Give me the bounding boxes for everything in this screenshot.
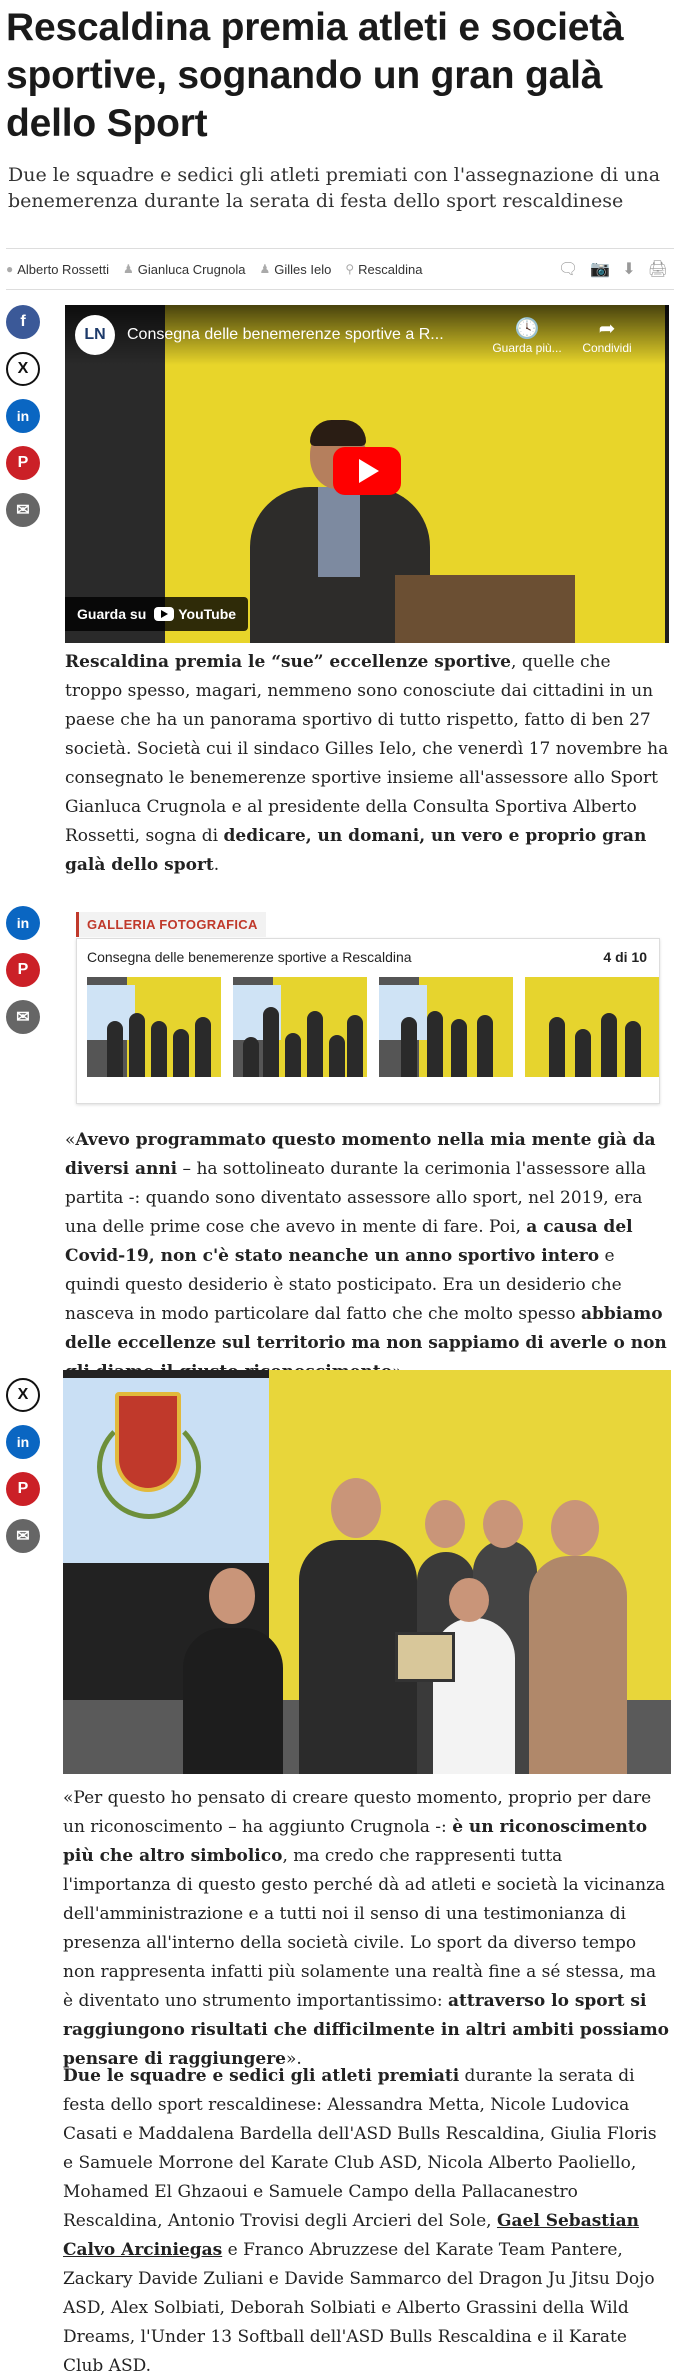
location-pin-icon: ⚲ — [345, 262, 355, 276]
download-icon[interactable]: ⬇ — [622, 261, 636, 278]
share-bar — [6, 1378, 40, 1553]
pinterest-icon[interactable]: P — [6, 446, 40, 480]
article-paragraph: «Per questo ho pensato di creare questo momento, proprio per dare un riconoscimento – ha aggiunto Crugnola -: è un riconoscimento più che altro simbolico, ma credo che rappresenti tutta l'importanza di questo gesto perché dà ad atleti e società la vicinanza dell'amministrazione e a tutti noi il senso di una testimonianza di presenza all'interno della società civile. Lo sport da diverso tempo non rappresenta infatti più solamente una realtà fine a sé stessa, ma è diventato uno strumento importantissimo: attraverso lo sport si raggiungono risultati che difficilmente in altri ambiti possiamo pensare di raggiungere». — [63, 1788, 670, 2069]
tag-meta[interactable] — [123, 262, 245, 277]
linkedin-icon[interactable]: in — [6, 906, 40, 940]
print-icon[interactable]: 🖨 — [647, 261, 668, 278]
tag-icon: ♟ — [123, 262, 134, 276]
award-plaque — [395, 1632, 455, 1682]
person-icon: ● — [6, 262, 14, 276]
camera-icon[interactable]: 📷 — [590, 261, 611, 278]
play-button[interactable] — [333, 447, 401, 495]
gallery-label: GALLERIA FOTOGRAFICA — [76, 912, 266, 937]
video-top-bar — [65, 305, 669, 365]
tag-label: Gilles Ielo — [274, 261, 332, 277]
article-paragraph: «Avevo programmato questo momento nella mia mente già da diversi anni – ha sottolineato durante la cerimonia l'assessore alla partita -: quando sono diventato assessore allo sport, nel 2019, era una delle prime cose che avevo in mente di fare. Poi, a causa del Covid-19, non c'è stato neanche un anno sportivo intero e quindi questo desiderio è stato posticipato. Era un desiderio che nasceva in modo particolare dal fatto che che molto spesso abbiamo delle eccellenze sul territorio ma non sappiamo di averle o non — [65, 1130, 667, 1353]
athlete-link[interactable]: Gael Sebastian Calvo Arciniegas — [63, 2211, 639, 2260]
photo-gallery — [76, 912, 660, 1104]
gallery-box — [76, 938, 660, 1104]
pinterest-icon[interactable]: P — [6, 953, 40, 987]
share-bar — [6, 906, 40, 1034]
article-paragraph: Due le squadre e sedici gli atleti premiati durante la serata di festa dello sport rescaldinese: Alessandra Metta, Nicole Ludovica Casati e Maddalena Bardella dell'ASD Bulls Rescaldina, Giulia Floris e Samuele Morrone del Karate Club ASD, Nicola Alberto Paoliello, Mohamed El Ghzaoui e Samuele Campo della Pallacanestro Rescaldina, Antonio Trovisi degli Arcieri del Sole, Gael Sebastian Calvo Arciniegas e Franco Abruzzese del Karate Team Pantere, Zackary Davide Zuliani e Davide Sammarco del Dragon Ju Jitsu Dojo ASD, Alex Solbiati, Deborah Solbiati e Alberto Grassini della Wild Dreams, l'Under 13 Softball dell'ASD Bulls Rescaldina e il Karate Club ASD. — [63, 2066, 657, 2376]
article-meta-bar — [6, 248, 674, 290]
tag-meta[interactable] — [259, 262, 331, 277]
location-label: Rescaldina — [358, 261, 423, 277]
location-meta[interactable] — [345, 262, 422, 277]
linkedin-icon[interactable]: in — [6, 399, 40, 433]
clock-icon: 🕓 — [514, 317, 540, 340]
gallery-title[interactable]: Consegna delle benemerenze sportive a Rescaldina — [87, 949, 412, 965]
author-meta[interactable] — [6, 262, 109, 277]
article-subtitle: Due le squadre e sedici gli atleti premiati con l'assegnazione di una benemerenza durante la serata di festa dello sport rescaldinese — [8, 164, 661, 212]
article-headline: Rescaldina premia atleti e società sportive, sognando un gran galà dello Sport — [6, 6, 624, 145]
pinterest-icon[interactable]: P — [6, 1472, 40, 1506]
comment-icon[interactable]: 🗨 — [558, 261, 579, 278]
watch-later-button[interactable]: 🕓 Guarda più... — [487, 316, 567, 355]
gallery-thumbnail[interactable] — [379, 977, 513, 1077]
mail-icon[interactable]: ✉ — [6, 1519, 40, 1553]
gallery-thumbnail[interactable] — [233, 977, 367, 1077]
mail-icon[interactable]: ✉ — [6, 1000, 40, 1034]
share-video-button[interactable]: ➦ Condividi — [567, 316, 647, 355]
tag-icon: ♟ — [259, 262, 271, 276]
article-paragraph: Rescaldina premia le “sue” eccellenze sportive, quelle che troppo spesso, magari, nemmeno sono conosciute dai cittadini in un paese che ha un panorama sportivo di tutto rispetto, fatto di ben 27 società. Società cui il sindaco Gilles Ielo, che venerdì 17 novembre ha consegnato le benemerenze sportive insieme all'assessore allo Sport Gianluca Crugnola e al presidente della Consulta Sportiva Alberto Rossetti, sogna di dedicare, un domani, un vero e proprio gran galà dello sport. — [65, 652, 669, 875]
share-arrow-icon: ➦ — [598, 317, 616, 340]
author-name: Alberto Rossetti — [17, 261, 110, 277]
youtube-video-embed[interactable] — [65, 305, 669, 643]
watch-on-youtube-button[interactable]: Guarda su YouTube — [65, 597, 248, 631]
gallery-thumbnails — [87, 977, 659, 1077]
tag-label: Gianluca Crugnola — [137, 261, 246, 277]
youtube-logo: YouTube — [154, 606, 236, 622]
x-icon[interactable]: X — [6, 352, 40, 386]
youtube-icon — [154, 607, 174, 621]
award-ceremony-photo — [63, 1370, 671, 1774]
article-tools — [558, 259, 674, 279]
facebook-icon[interactable]: f — [6, 305, 40, 339]
x-icon[interactable]: X — [6, 1378, 40, 1412]
mail-icon[interactable]: ✉ — [6, 493, 40, 527]
gallery-thumbnail[interactable] — [87, 977, 221, 1077]
channel-logo[interactable]: LN — [75, 315, 115, 355]
video-title[interactable]: Consegna delle benemerenze sportive a R... — [127, 326, 444, 343]
town-crest — [115, 1392, 181, 1492]
linkedin-icon[interactable]: in — [6, 1425, 40, 1459]
share-bar — [6, 305, 40, 527]
gallery-counter: 4 di 10 — [603, 949, 647, 965]
gallery-thumbnail[interactable] — [525, 977, 659, 1077]
